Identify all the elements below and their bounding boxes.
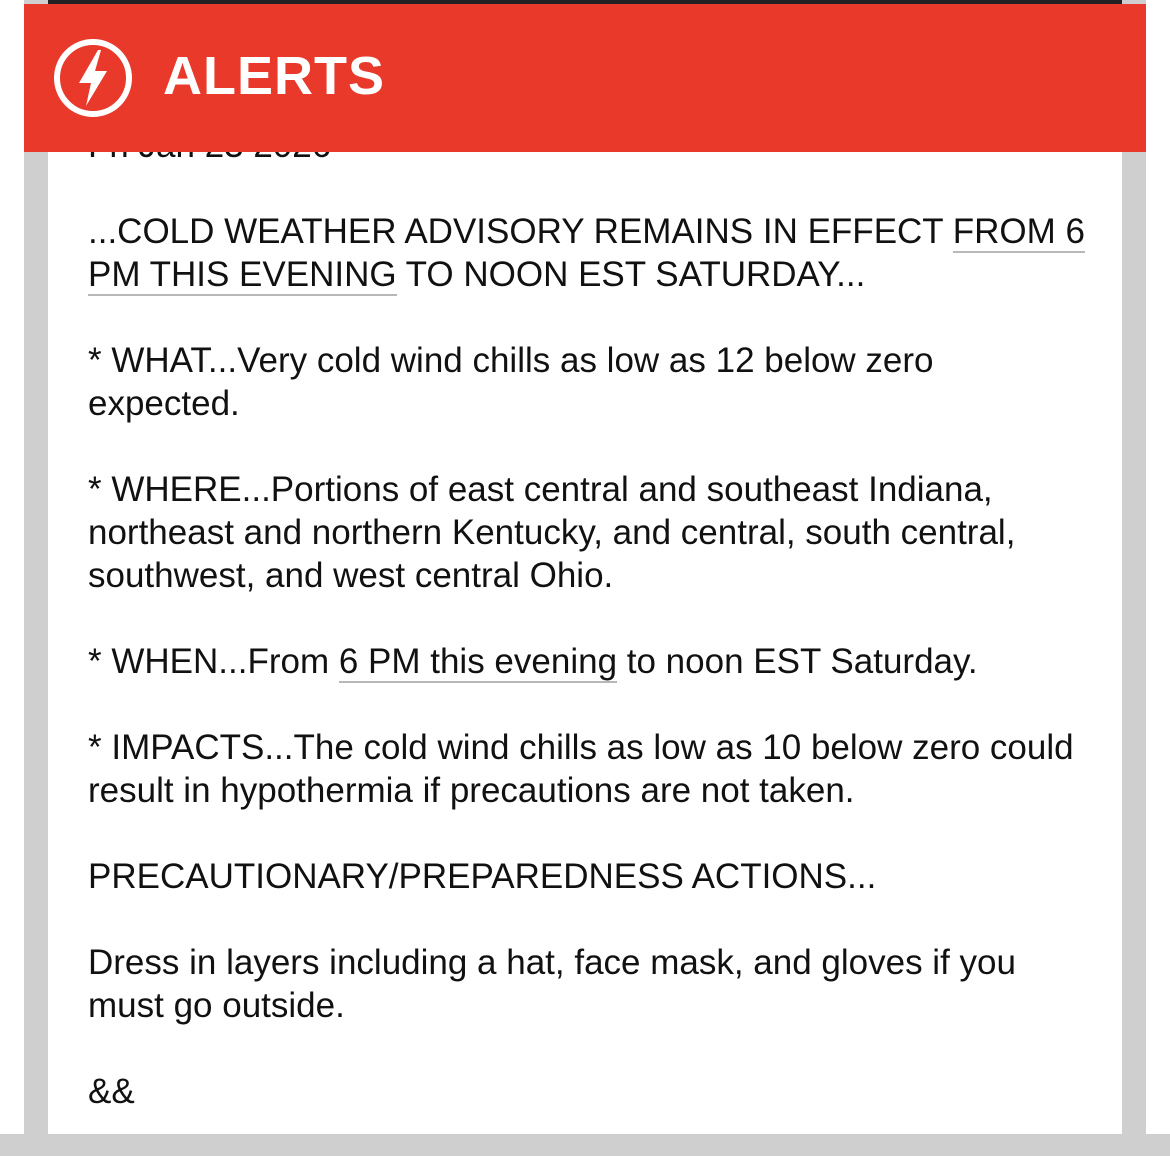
when-text: * WHEN...From bbox=[88, 642, 339, 681]
precautions-heading: PRECAUTIONARY/PREPAREDNESS ACTIONS... bbox=[88, 857, 877, 896]
precautions-text: Dress in layers including a hat, face mask, and gloves if you must go outside. bbox=[88, 943, 1016, 1025]
alert-where: * WHERE...Portions of east central and southeast Indiana, northeast and northern Kentucky, and central, south central, southwest, and west central Ohio. bbox=[88, 470, 1016, 595]
alert-what: * WHAT...Very cold wind chills as low as 12 below zero expected. bbox=[88, 341, 934, 423]
headline-text: ...COLD WEATHER ADVISORY REMAINS IN EFFECT bbox=[88, 212, 953, 251]
alert-impacts: * IMPACTS...The cold wind chills as low as 10 below zero could result in hypothermia if precautions are not taken. bbox=[88, 728, 1074, 810]
alert-detail-panel[interactable] bbox=[48, 152, 1122, 1134]
alert-end-marker: && bbox=[88, 1072, 135, 1111]
when-time-link[interactable]: 6 PM this evening bbox=[338, 642, 618, 681]
left-margin bbox=[0, 0, 24, 1134]
when-text-end: to noon EST Saturday. bbox=[617, 642, 978, 681]
alert-text bbox=[88, 124, 1088, 1156]
right-margin bbox=[1146, 0, 1170, 1134]
alert-when bbox=[88, 640, 1088, 683]
alerts-header bbox=[24, 4, 1146, 152]
left-gutter bbox=[24, 0, 48, 1134]
page-title: ALERTS bbox=[163, 46, 385, 106]
headline-time-link[interactable]: FROM 6 PM THIS EVENING bbox=[88, 212, 1086, 294]
lightning-bolt-icon bbox=[53, 38, 133, 118]
alert-headline bbox=[88, 210, 1088, 296]
headline-text-end: TO NOON EST SATURDAY... bbox=[396, 255, 866, 294]
right-gutter bbox=[1122, 0, 1146, 1134]
